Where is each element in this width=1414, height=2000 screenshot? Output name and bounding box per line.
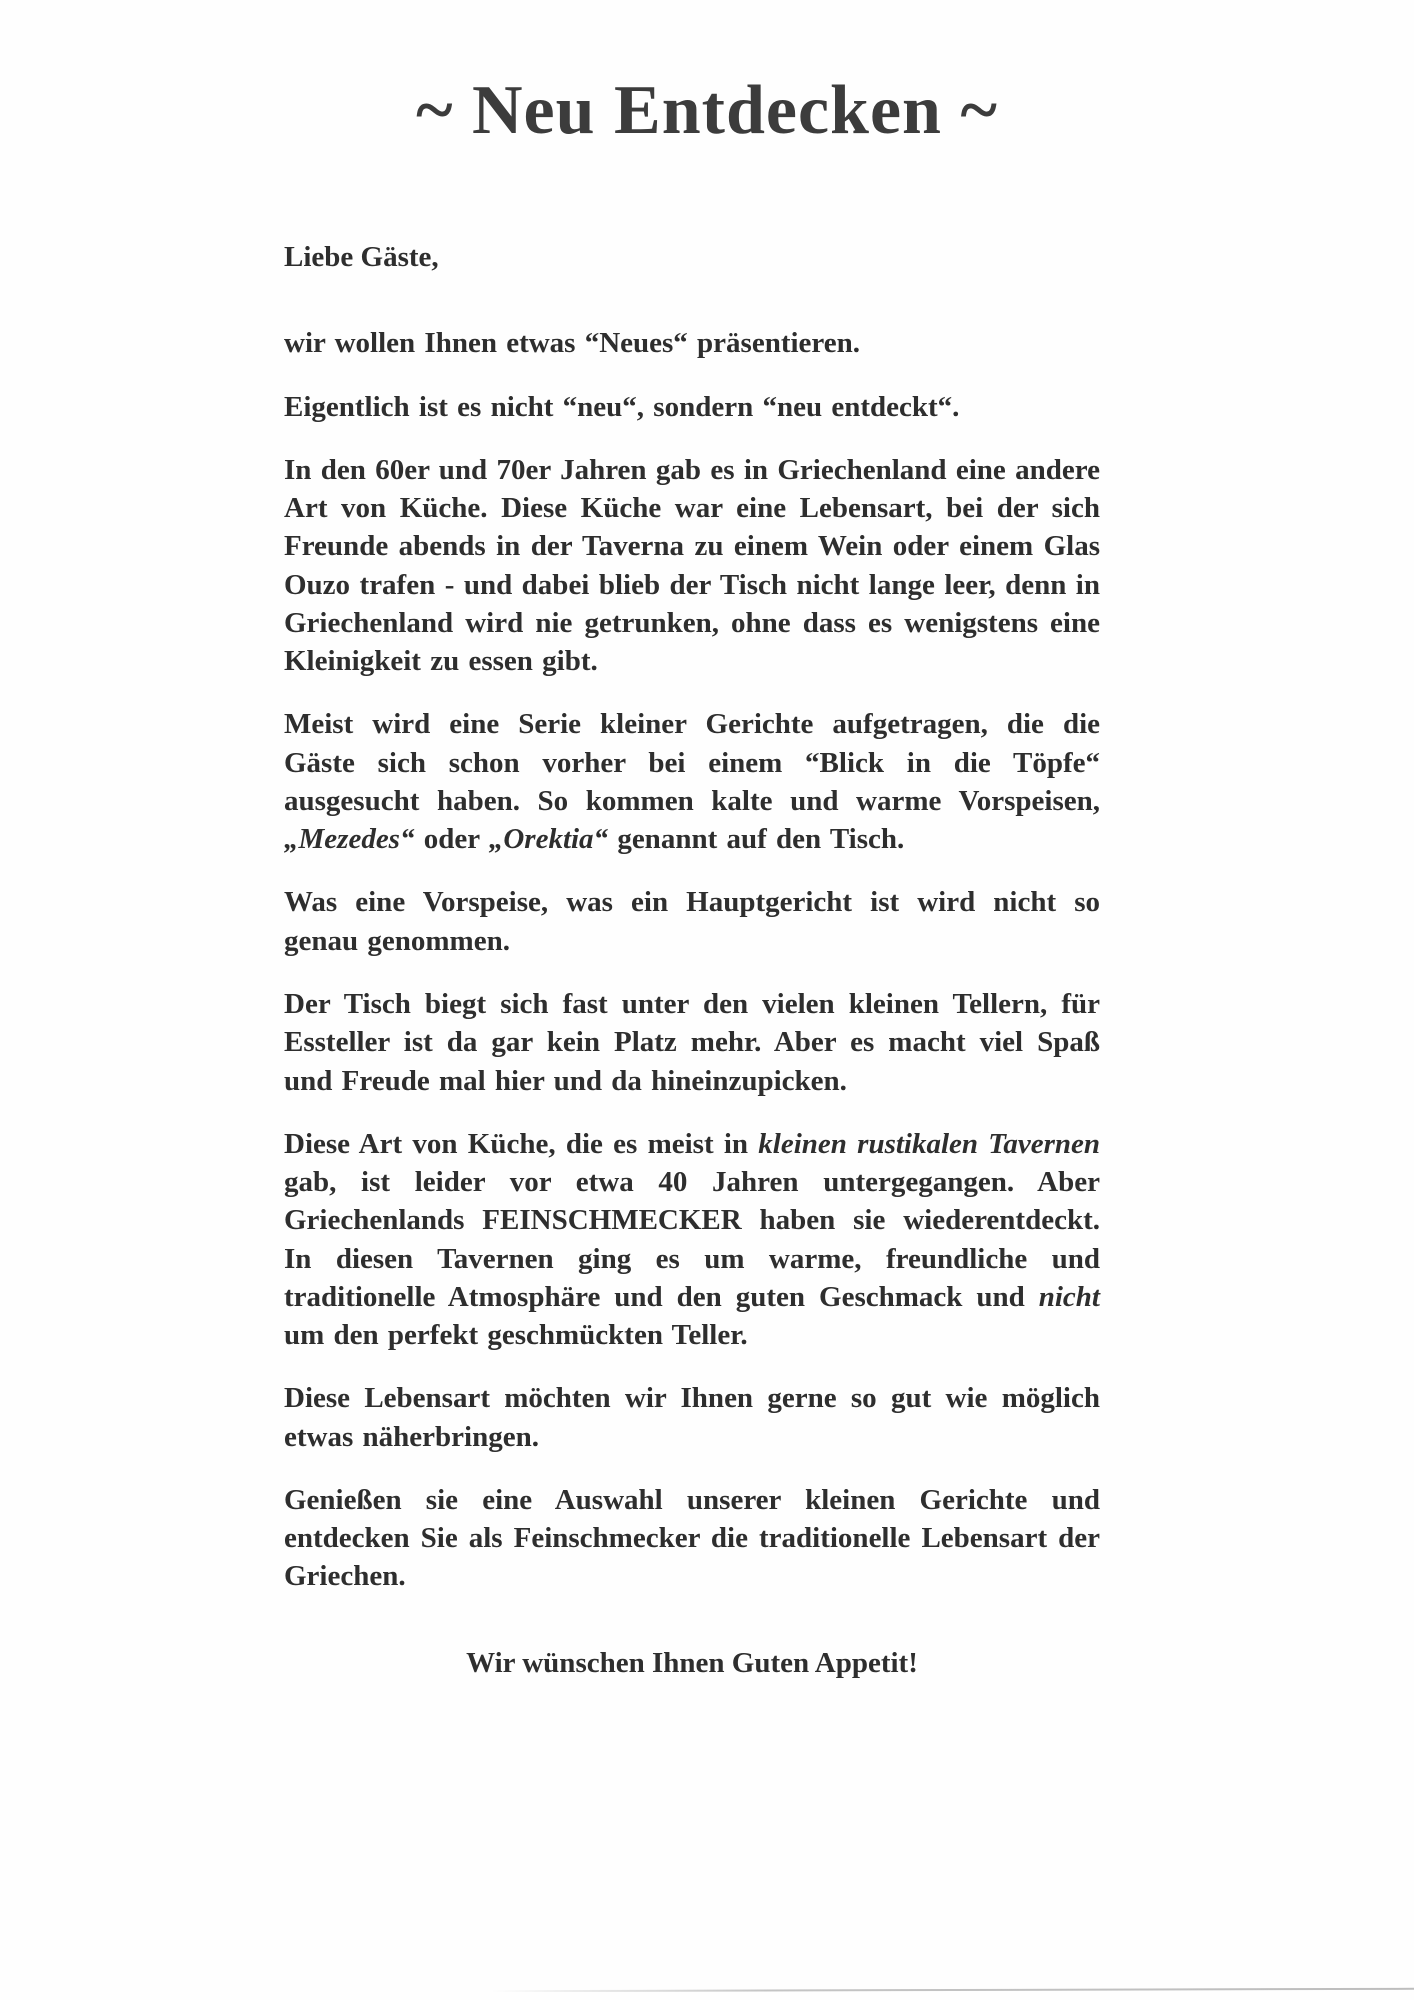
italic-text-run: kleinen rustikalen Tavernen [758, 1127, 1100, 1160]
paragraph [284, 1379, 1100, 1456]
paragraph [284, 883, 1100, 960]
text-run: wir wollen Ihnen etwas “Neues“ präsentieren. [284, 327, 861, 360]
text-run: oder [414, 823, 489, 856]
text-run: Eigentlich ist es nicht “neu“, sondern “neu entdeckt“. [284, 390, 960, 423]
paragraph [284, 388, 1100, 426]
salutation-text: Liebe Gäste, [284, 241, 439, 273]
text-run: In den 60er und 70er Jahren gab es in Griechenland eine andere Art von Küche. Diese Küche war eine Lebensart, bei der sich Freunde abends in der Taverna zu einem Wein oder einem Glas Ouzo trafen - und dabei blieb der Tisch nicht lange leer, denn in Griechenland wird nie getrunken, ohne dass es wenigstens eine Kleinigkeit zu essen gibt. [284, 453, 1100, 678]
italic-text-run: „Orektia“ [488, 823, 609, 856]
text-run: gab, ist leider vor etwa 40 Jahren untergegangen. Aber Griechenlands FEINSCHMECKER haben sie wiederentdeckt. In diesen Tavernen ging es um warme, freundliche und traditionelle Atmosphäre und den guten Geschmack und [284, 1166, 1100, 1313]
paragraph [284, 324, 1100, 362]
paragraph [284, 985, 1100, 1100]
paragraph [284, 1481, 1100, 1596]
page-title: ~ Neu Entdecken ~ [416, 72, 998, 149]
text-run: Der Tisch biegt sich fast unter den vielen kleinen Tellern, für Essteller ist da gar kein Platz mehr. Aber es macht viel Spaß und Freude mal hier und da hineinzupicken. [284, 987, 1100, 1097]
closing-text: Wir wünschen Ihnen Guten Appetit! [466, 1646, 918, 1679]
document-body [284, 238, 1100, 1711]
paragraph [284, 1125, 1100, 1355]
text-run: Diese Lebensart möchten wir Ihnen gerne so gut wie möglich etwas näherbringen. [284, 1382, 1100, 1453]
italic-text-run: „Mezedes“ [284, 823, 415, 856]
paragraph [284, 451, 1100, 681]
text-run: genannt auf den Tisch. [608, 823, 905, 856]
paragraph-list [284, 324, 1100, 1595]
scan-edge-artifact [490, 1988, 1414, 1992]
text-run: um den perfekt geschmückten Teller. [284, 1319, 748, 1352]
text-run: Meist wird eine Serie kleiner Gerichte aufgetragen, die die Gäste sich schon vorher bei einem “Blick in die Töpfe“ ausgesucht haben. So kommen kalte und warme Vorspeisen, [284, 708, 1100, 817]
text-run: Genießen sie eine Auswahl unserer kleinen Gerichte und entdecken Sie als Feinschmecker die traditionelle Lebensart der Griechen. [284, 1483, 1100, 1593]
italic-text-run: nicht [1038, 1280, 1100, 1313]
text-run: Was eine Vorspeise, was ein Hauptgericht ist wird nicht so genau genommen. [284, 886, 1100, 957]
text-run: Diese Art von Küche, die es meist in [284, 1127, 759, 1160]
paragraph [284, 705, 1100, 858]
